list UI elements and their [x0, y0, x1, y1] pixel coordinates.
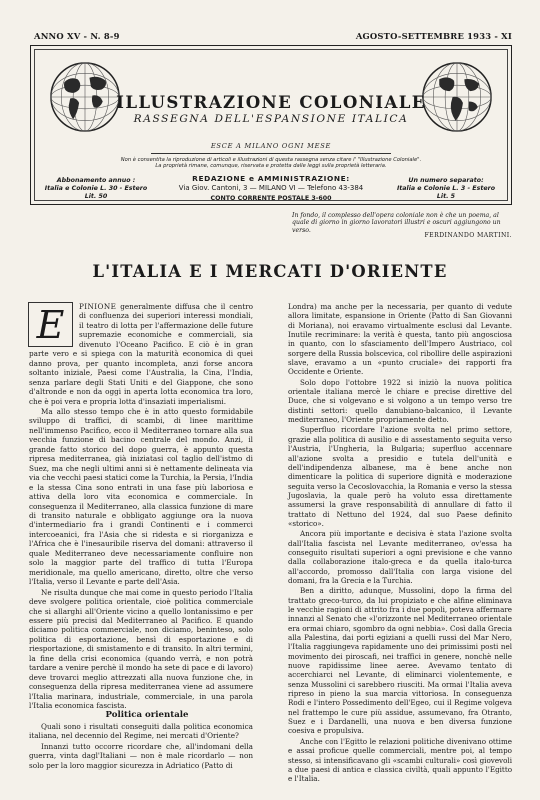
drop-cap-word-rest: PINIONE	[79, 302, 117, 311]
paragraph: Ne risulta dunque che mai come in questo periodo l'Italia deve svolgere politica orientale, cioè politica commerciale che si allarghi all'Oriente vicino a quello lontanissimo e per essere più precisi dal Mediterraneo al Pacifico. E quando diciamo politica commerciale, non diciamo, beninteso, solo politica di esportazione, bensì di esportazione e di riesportazione, di smistamento e di transito. In altri termini, la fine della crisi economica (quando verrà, e non potrà tardare a venire perchè il mondo ha sete di pace e di lavoro) deve trovarci meglio attrezzati alla nuova funzione che, in conseguenza della ripresa mediterranea viene ad assumere l'Italia marinara, industriale, commerciale, in una parola l'Italia economica fascista.	[29, 587, 253, 711]
single-issue-price: Italia e Colonie L. 3 - Estero Lit. 5	[396, 185, 496, 200]
editorial-office-label: REDAZIONE e AMMINISTRAZIONE:	[192, 174, 350, 183]
paragraph: Superfluo ricordare l'azione svolta nel primo settore, grazie alla politica di ausilio e di assestamento seguita verso l'Austria, l'Ungheria, la Bulgaria; superfluo accennare all'azione svolta a presidio e tutela dell'unità e dell'indipendenza albanese, ma è bene anche non dimenticare la politica di superiore dignità e moderazione seguita verso la Cecoslovacchia, la Romania e verso la stessa Jugoslavia, la quale però ha voluto essa direttamente assumersi la grave responsabilità di annullare di fatto il trattato di Nettuno del 1924, dal suo Paese definito «storico».	[288, 425, 512, 528]
paragraph: Ancora più importante e decisiva è stata l'azione svolta dall'Italia fascista nel Levante mediterraneo, ov'essa ha conseguito risultati superiori a ogni previsione e che vanno dalla collaborazione italo-greca e da quella italo-turca all'accordo, promosso dall'Italia con larga visione del domani, fra la Grecia e la Turchia.	[288, 529, 512, 585]
paragraph: Solo dopo l'ottobre 1922 si iniziò la nuova politica orientale italiana mercè le chiare e precise direttive del Duce, che si volgevano e si volgono a un tempo verso tre distinti settori: quello danubiano-balcanico, il Levante mediterraneo, l'Oriente propriamente detto.	[288, 377, 512, 425]
issue-line	[34, 31, 512, 43]
article-column-left	[29, 302, 253, 770]
article-column-right	[288, 302, 512, 784]
magazine-subtitle: RASSEGNA DELL'ESPANSIONE ITALICA	[133, 113, 409, 125]
paragraph: Innanzi tutto occorre ricordare che, all'indomani della guerra, vinta dagl'Italiani — non è male ricordarlo — non solo per la loro maggior sicurezza in Adriatico (Patto di	[29, 741, 253, 770]
paragraph-text: generalmente diffusa che il centro di confluenza dei superiori interessi mondiali, il teatro di lotta per l'affermazione delle future supremazie economiche e commerciali, sia divenuto l'Oceano Pacifico. E ciò è in gran parte vero e si spiega con la maturità economica di quei danno prova, per quanto incompleta, anzi forse ancora soltanto iniziale, Paesi come l'Australia, la Cina, l'India, senza parlare degli Stati Uniti e del Giappone, che sono d'altronde e non da oggi in aperta lotta economica tra loro, che è poi vera e propria lotta d'insaziati imperialismi.	[29, 302, 253, 406]
single-issue-label: Un numero separato:	[408, 177, 484, 184]
magazine-title: ILLUSTRAZIONE COLONIALE	[116, 92, 426, 112]
masthead	[30, 45, 512, 205]
issue-number: ANNO XV - N. 8-9	[34, 31, 120, 41]
copyright-notice-line: Non è consentita la riproduzione di articoli e illustrazioni di questa rassegna senza citare l' "Illustrazione Coloniale".	[120, 157, 422, 163]
epigraph-author: FERDINANDO MARTINI.	[424, 232, 512, 239]
subscription-price: Italia e Colonie L. 30 - Estero Lit. 50	[44, 185, 148, 200]
paragraph: Londra) ma anche per la necessaria, per quanto di vedute allora limitate, espansione in Oriente (Patto di San Giovanni di Moriana), noi eravamo virtualmente esclusi dal Levante. Inutile recriminare: la verità è questa, tanto più angosciosa in quanto, con lo sfasciamento dell'Impero Austriaco, col sorgere della Russia bolscevica, col ribollire delle aspirazioni slave, eravamo a un «punto cruciale» dei rapporti fra Occidente e Oriente.	[288, 302, 512, 377]
postal-account: CONTO CORRENTE POSTALE 3-600	[210, 195, 332, 202]
paragraph: Quali sono i risultati conseguiti dalla politica economica italiana, nel decennio del Regime, nei mercati d'Oriente?	[29, 721, 253, 741]
masthead-divider	[151, 153, 391, 154]
editorial-address: Via Giov. Cantoni, 3 — MILANO VI — Telefono 43-384	[178, 184, 364, 192]
copyright-notice	[71, 157, 471, 170]
drop-cap	[28, 302, 73, 347]
paragraph: Anche con l'Egitto le relazioni politiche divenivano ottime e assai proficue quelle commerciali, mentre poi, al tempo stesso, si intensificavano gli «scambi culturali» così giovevoli a due paesi di antica e classica civiltà, quali appunto l'Egitto e l'Italia.	[288, 736, 512, 784]
paragraph: Ma allo stesso tempo che è in atto questo formidabile sviluppo di traffici, di scambi, di linee marittime nell'immenso Pacifico, ecco il Mediterraneo tornare alla sua vecchia funzione di bacino centrale del mondo. Anzi, il grande fatto storico del dopo guerra, è appunto questa ripresa mediterranea, già iniziatasi col taglio dell'istmo di Suez, ma che negli ultimi anni si è nettamente delineata via via che vecchi paesi statici come la Turchia, la Persia, l'India e la stessa Cina sono entrati in una fase più laboriosa e attiva della loro vita economica e commerciale. In conseguenza il Mediterraneo, alla classica funzione di mare di transito naturale e obbligato aggiunge ora la nuova d'intermediario fra i grandi Continenti e i commerci intercoeanici, fra l'Asia che si ridesta e si riorganizza e l'Africa che è l'inesauribile riserva del domani: attraverso il quale Mediterraneo deve necessariamente confluire non solo la maggior parte del traffico di tutta l'Europa meridionale, ma quello americano, diretto, oltre che verso l'Italia, verso il Levante e parte dell'Asia.	[29, 406, 253, 587]
subscription-label: Abbonamento annuo :	[56, 177, 136, 184]
article-headline: L'ITALIA E I MERCATI D'ORIENTE	[92, 262, 448, 281]
epigraph-quote: In fondo, il complesso dell'opera coloniale non è che un poema, al quale di giorno in giorno lavoratori illustri e oscuri aggiungono un verso.	[292, 212, 501, 234]
issue-date: AGOSTO-SETTEMBRE 1933 - XI	[355, 31, 512, 41]
paragraph: Ben a diritto, adunque, Mussolini, dopo la firma del trattato greco-turco, da lui propiziato e che alfine eliminava le vecchie ragioni di attrito fra i due popoli, poteva affermare innanzi al Senato che «l'orizzonte nel Mediterraneo orientale era ormai chiaro, sgombro da ogni nebbia». Così dalla Grecia alla Palestina, dai porti egiziani a quelli russi del Mar Nero, l'Italia raggiungeva rapidamente uno dei primissimi posti nel movimento dei piroscafi, nei traffici in genere, nonchè nelle nuove rapidissime linee aeree. Avevamo tentato di accerchiarci nel Levante, di eliminarci violentemente, e senza Mussolini ci sarebbero riusciti. Ma ormai l'Italia aveva ripreso in pieno la sua marcia vittoriosa. In conseguenza Rodi e l'intero Possedimento dell'Egeo, cui il Regime volgeva nel frattempo le cure più assidue, assumevano, fra Otranto, Suez e i Dardanelli, una nuova e ben diversa funzione coesiva e propulsiva.	[288, 586, 512, 736]
publication-frequency: ESCE A MILANO OGNI MESE	[210, 142, 332, 150]
drop-cap-letter: E	[36, 303, 65, 347]
section-heading: Politica orientale	[105, 710, 189, 721]
copyright-notice-line: La proprietà rimane, comunque, riservata e protetta dalle leggi sulla proprietà letteraria.	[155, 163, 387, 170]
